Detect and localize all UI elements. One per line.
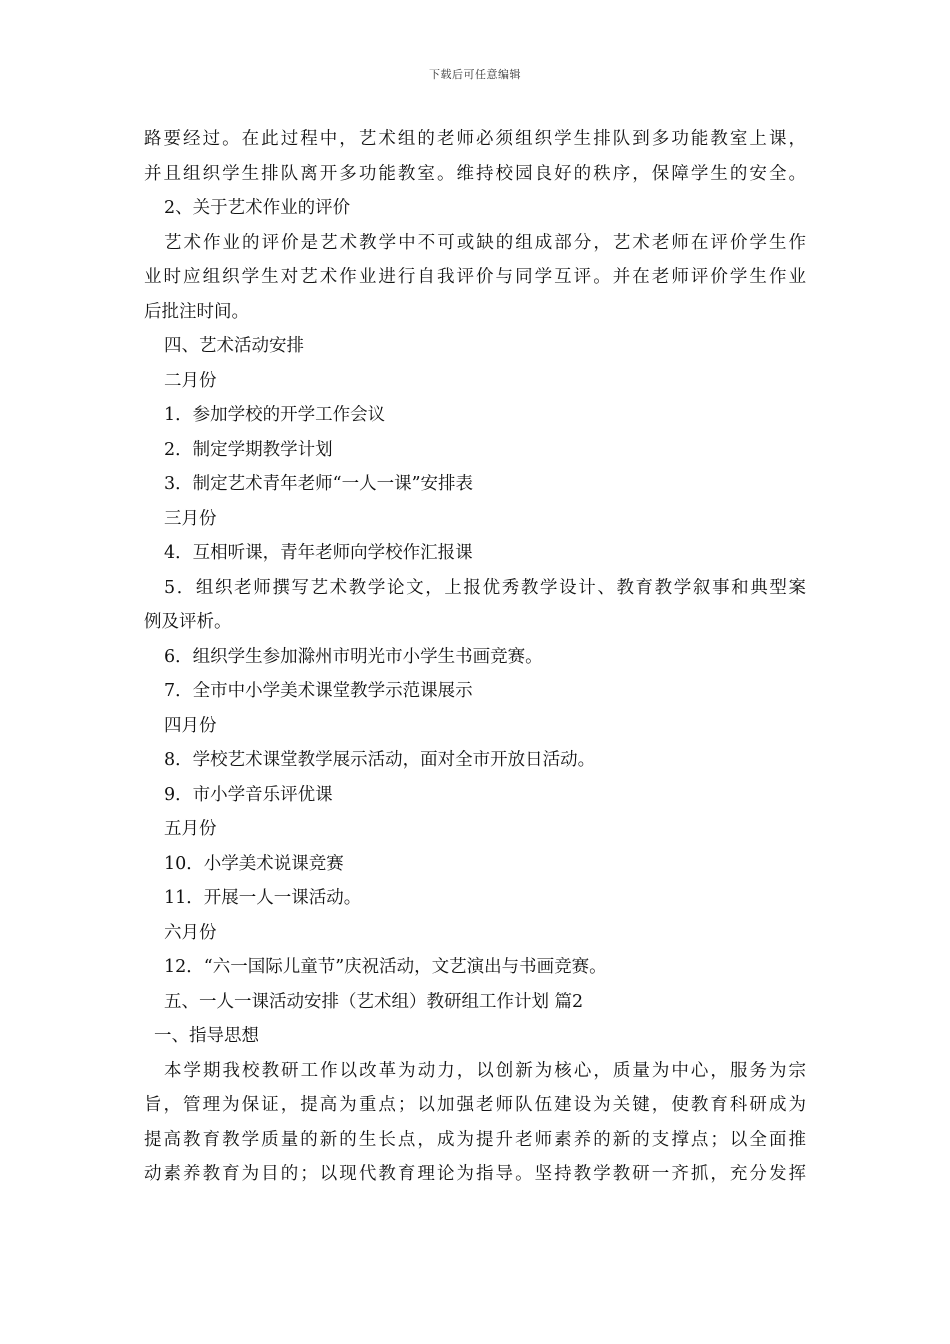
text-line: 旨，管理为保证，提高为重点；以加强老师队伍建设为关键，使教育科研成为 xyxy=(144,1095,806,1115)
text-line: 6．组织学生参加滁州市明光市小学生书画竞赛。 xyxy=(164,646,543,667)
text-line: 5．组织老师撰写艺术教学论文，上报优秀教学设计、教育教学叙事和典型案 xyxy=(164,577,806,598)
text-line: 二月份 xyxy=(164,370,217,391)
text-line: 8．学校艺术课堂教学展示活动，面对全市开放日活动。 xyxy=(164,750,596,770)
text-line: 路要经过。在此过程中，艺术组的老师必须组织学生排队到多功能教室上课， xyxy=(144,129,806,149)
text-line: 本学期我校教研工作以改革为动力，以创新为核心，质量为中心，服务为宗 xyxy=(164,1060,806,1081)
text-line: 动素养教育为目的；以现代教育理论为指导。坚持教学教研一齐抓，充分发挥 xyxy=(144,1164,806,1184)
text-line: 11．开展一人一课活动。 xyxy=(164,888,362,908)
text-line: 五、一人一课活动安排（艺术组）教研组工作计划 篇2 xyxy=(164,991,584,1012)
text-line: 艺术作业的评价是艺术教学中不可或缺的组成部分，艺术老师在评价学生作 xyxy=(164,232,806,253)
text-line: 后批注时间。 xyxy=(144,301,249,322)
text-line: 9．市小学音乐评优课 xyxy=(164,784,333,805)
text-line: 7．全市中小学美术课堂教学示范课展示 xyxy=(164,681,473,701)
text-line: 三月份 xyxy=(164,508,217,529)
text-line: 3．制定艺术青年老师“一人一课”安排表 xyxy=(164,474,474,494)
text-line: 四、艺术活动安排 xyxy=(164,336,304,356)
text-line: 1．参加学校的开学工作会议 xyxy=(164,405,386,425)
text-line: 一、指导思想 xyxy=(154,1026,259,1046)
text-line: 例及评析。 xyxy=(144,612,232,632)
text-line: 10．小学美术说课竞赛 xyxy=(164,853,344,874)
text-line: 2、关于艺术作业的评价 xyxy=(164,198,351,218)
page-header: 下载后可任意编辑 xyxy=(429,68,521,81)
text-line: 业时应组织学生对艺术作业进行自我评价与同学互评。并在老师评价学生作业 xyxy=(144,267,806,287)
text-line: 4．互相听课，青年老师向学校作汇报课 xyxy=(164,543,473,563)
text-line: 四月份 xyxy=(164,715,217,736)
text-line: 12．“六一国际儿童节”庆祝活动，文艺演出与书画竞赛。 xyxy=(164,957,607,977)
text-line: 2．制定学期教学计划 xyxy=(164,439,333,460)
text-line: 提高教育教学质量的新的生长点，成为提升老师素养的新的支撑点；以全面推 xyxy=(144,1129,806,1150)
text-line: 五月份 xyxy=(164,819,217,839)
text-line: 并且组织学生排队离开多功能教室。维持校园良好的秩序，保障学生的安全。 xyxy=(144,163,806,184)
document-body xyxy=(144,122,806,1192)
text-line: 六月份 xyxy=(164,922,217,943)
